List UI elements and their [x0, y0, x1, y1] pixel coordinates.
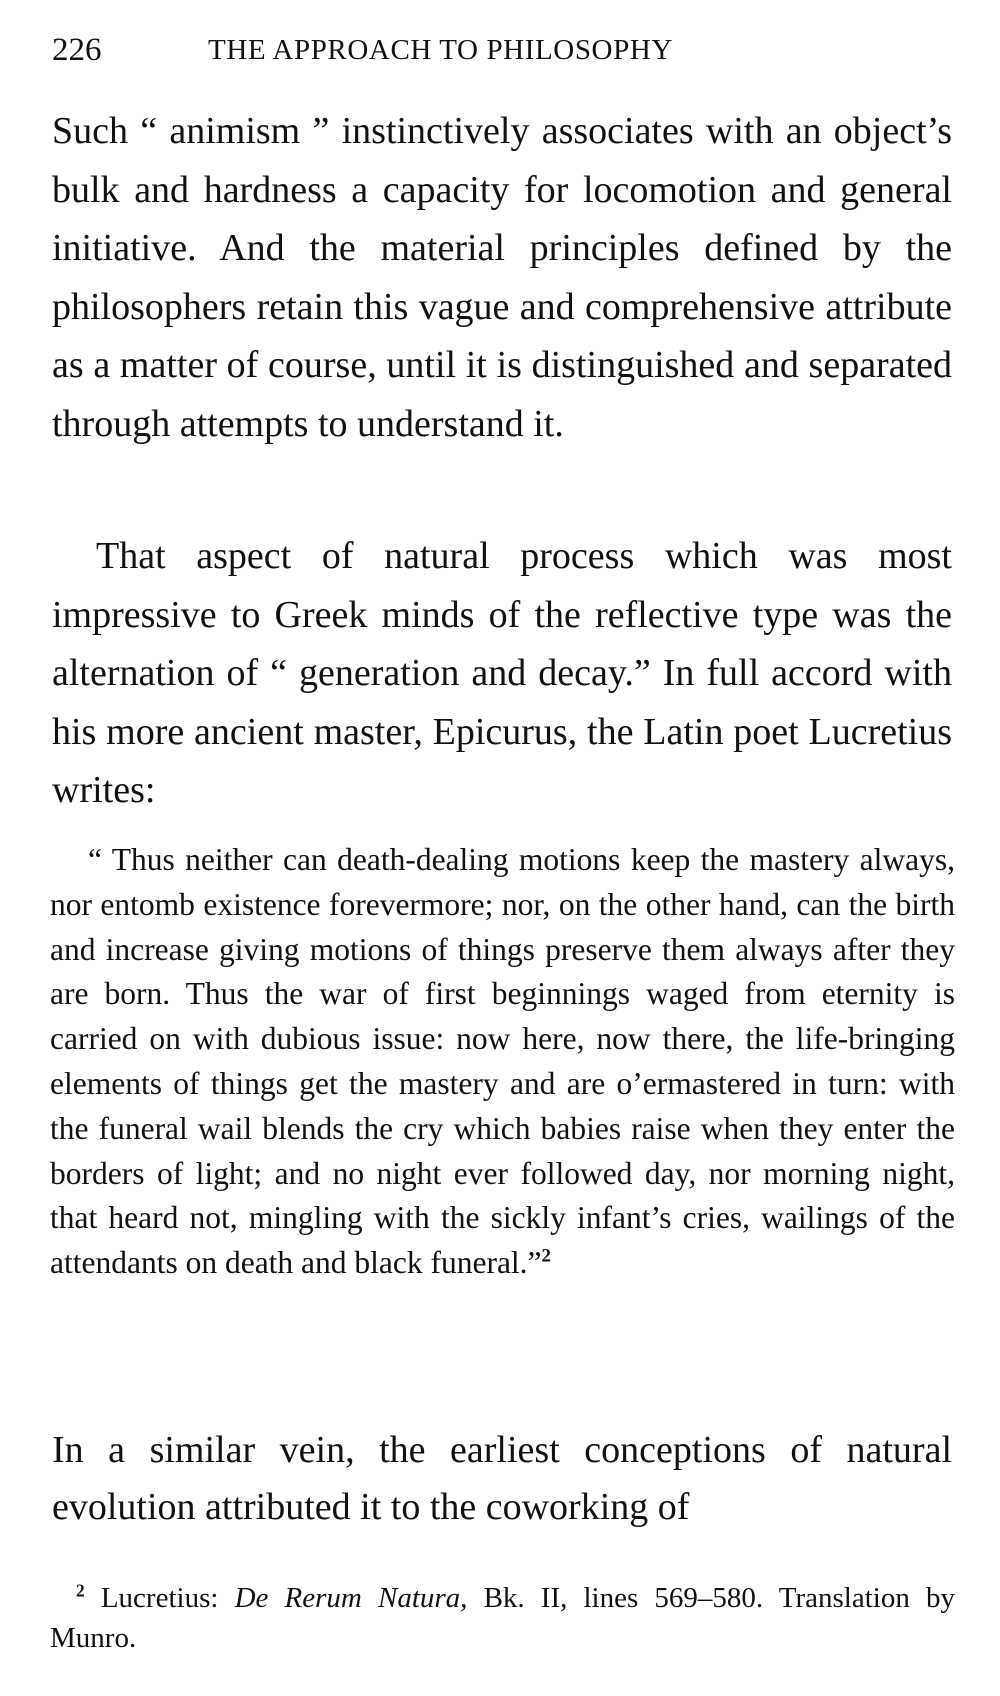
quote-text: “ Thus neither can death-dealing motions keep the mastery always, nor entomb existence forevermore; nor, on the other hand, can the birth and increase giving motions of things preserve them always after they are born. Thus the war of first beginnings waged from eternity is carried on with dubious issue: now here, now there, the life-bringing elements of things get the mastery and are o’ermastered in turn: with the funeral wail blends the cry which babies raise when they enter the borders of light; and no night ever followed day, nor morning night, that heard not, mingling with the sickly infant’s cries, wailings of the attendants on death and black funeral.” [50, 842, 955, 1281]
block-quote [50, 838, 955, 1286]
book-page [50, 0, 955, 1696]
page-number: 226 [52, 32, 102, 68]
footnote-marker: 2 [76, 1580, 85, 1601]
footnote-author: Lucretius: [100, 1582, 219, 1614]
body-paragraph-1: Such “ animism ” instinctively associates with an object’s bulk and hardness a capacity for locomotion and general initiative. And the material principles defined by the philosophers retain this vague and comprehensive attribute as a matter of course, until it is distinguished and separated through attempts to understand it. [52, 110, 952, 445]
body-paragraph-2: That aspect of natural process which was most impressive to Greek minds of the reflective type was the alternation of “ generation and decay.” In full accord with his more ancient master, Epicurus, the Latin poet Lucretius writes: [52, 535, 952, 811]
footnote-citation: Bk. II, lines 569–580. [483, 1582, 764, 1614]
body-paragraph-3: In a similar vein, the earliest conceptions of natural evolution attributed it to the coworking of [52, 1429, 952, 1528]
quote-footnote-marker: 2 [541, 1245, 551, 1267]
footnote-translation: Translation by Munro. [50, 1582, 955, 1654]
footnote [50, 1578, 955, 1658]
running-title: THE APPROACH TO PHILOSOPHY [208, 34, 673, 66]
footnote-work-title: De Rerum Natura, [234, 1582, 468, 1614]
running-head [50, 30, 955, 70]
